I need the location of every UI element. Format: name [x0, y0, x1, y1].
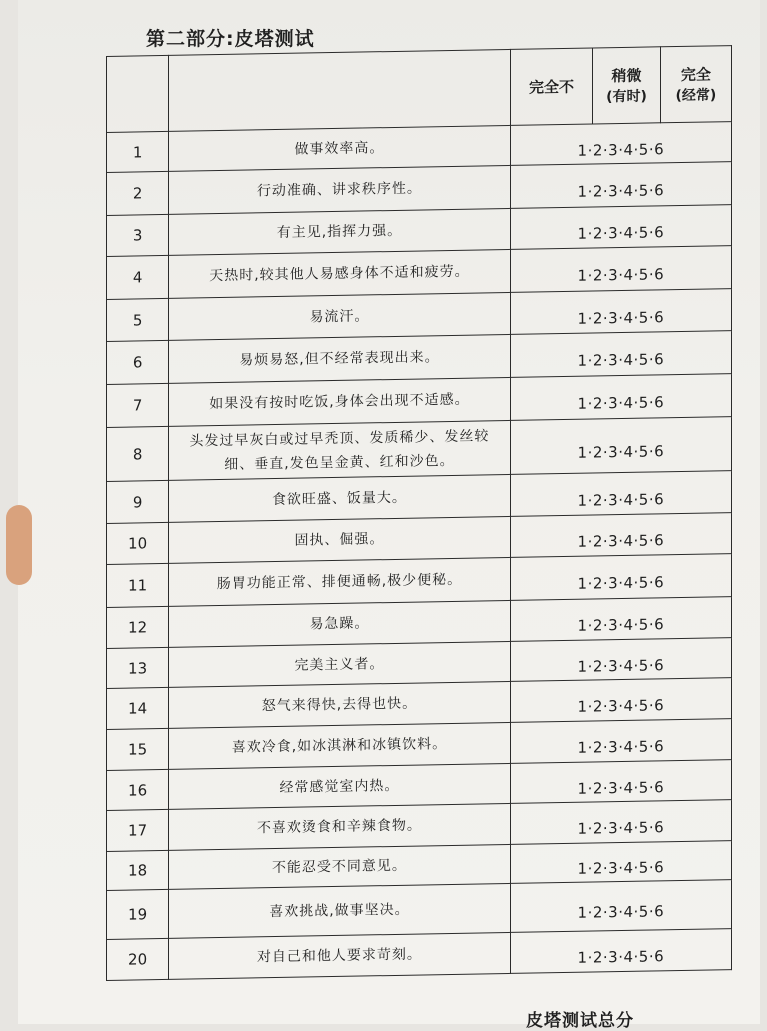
header-item-cell [169, 49, 510, 131]
rating-scale[interactable]: 1·2·3·4·5·6 [577, 139, 665, 160]
header-never-label: 完全不 [528, 77, 574, 97]
row-scale-cell [510, 929, 731, 974]
book-page [18, 0, 760, 1031]
quiz-table [106, 45, 732, 981]
row-statement: 如果没有按时吃饭,身体会出现不适感。 [169, 377, 510, 426]
row-statement: 易流汗。 [169, 292, 510, 340]
row-number: 18 [107, 850, 169, 890]
row-scale-cell [510, 246, 731, 293]
row-number: 13 [107, 647, 169, 688]
row-number: 11 [107, 563, 169, 607]
row-number: 17 [107, 809, 169, 851]
rating-scale[interactable]: 1·2·3·4·5·6 [577, 441, 665, 462]
header-row [107, 46, 732, 133]
row-scale-cell [510, 800, 731, 845]
header-sometimes [593, 47, 660, 124]
row-statement: 易急躁。 [169, 600, 510, 647]
row-number: 9 [107, 480, 169, 523]
row-scale-cell [510, 678, 731, 723]
row-number: 16 [107, 769, 169, 810]
rating-scale[interactable]: 1·2·3·4·5·6 [577, 696, 665, 716]
row-statement: 经常感觉室内热。 [169, 763, 510, 809]
rating-scale[interactable]: 1·2·3·4·5·6 [577, 489, 665, 510]
header-often [660, 46, 731, 123]
header-number-cell [107, 55, 169, 132]
row-statement: 行动准确、讲求秩序性。 [169, 165, 510, 214]
row-scale-cell [510, 513, 731, 558]
row-number: 12 [107, 606, 169, 648]
header-often-label: 完全 [680, 65, 711, 84]
row-number: 4 [107, 255, 169, 299]
row-statement: 不喜欢烫食和辛辣食物。 [169, 803, 510, 850]
row-scale-cell [510, 162, 731, 209]
row-number: 3 [107, 214, 169, 256]
rating-scale[interactable]: 1·2·3·4·5·6 [577, 818, 665, 838]
thumb [6, 505, 32, 585]
rating-scale[interactable]: 1·2·3·4·5·6 [577, 947, 665, 967]
row-number: 8 [107, 426, 169, 481]
row-number: 20 [107, 938, 169, 980]
rating-scale[interactable]: 1·2·3·4·5·6 [577, 858, 665, 878]
row-number: 1 [107, 131, 169, 172]
footer-text: 皮塔测试总分 [526, 1011, 634, 1031]
rating-scale[interactable]: 1·2·3·4·5·6 [577, 223, 665, 243]
row-statement: 喜欢挑战,做事坚决。 [169, 883, 510, 938]
rating-scale[interactable]: 1·2·3·4·5·6 [577, 902, 665, 922]
row-scale-cell [510, 554, 731, 601]
rating-scale[interactable]: 1·2·3·4·5·6 [577, 737, 665, 757]
rating-scale[interactable]: 1·2·3·4·5·6 [577, 265, 665, 285]
row-scale-cell [510, 374, 731, 421]
row-statement: 不能忍受不同意见。 [169, 844, 510, 889]
row-statement: 有主见,指挥力强。 [169, 208, 510, 255]
row-scale-cell [510, 471, 731, 517]
row-statement: 食欲旺盛、饭量大。 [169, 474, 510, 522]
row-scale-cell [510, 331, 731, 378]
rating-scale[interactable]: 1·2·3·4·5·6 [577, 350, 665, 370]
row-statement: 易烦易怒,但不经常表现出来。 [169, 334, 510, 383]
row-scale-cell [510, 719, 731, 764]
row-statement: 肠胃功能正常、排便通畅,极少便秘。 [169, 557, 510, 606]
row-scale-cell [510, 417, 731, 475]
row-number: 2 [107, 171, 169, 215]
row-scale-cell [510, 205, 731, 250]
row-number: 19 [107, 889, 169, 939]
row-scale-cell [510, 597, 731, 642]
row-scale-cell [510, 841, 731, 884]
row-statement: 天热时,较其他人易感身体不适和疲劳。 [169, 249, 510, 298]
row-statement: 做事效率高。 [169, 125, 510, 171]
row-scale-cell [510, 760, 731, 804]
header-sometimes-sub: (有时) [606, 88, 647, 106]
row-number: 5 [107, 298, 169, 341]
quiz-rows [107, 122, 732, 981]
row-scale-cell [510, 638, 731, 682]
row-statement: 完美主义者。 [169, 641, 510, 687]
row-statement: 头发过早灰白或过早秃顶、发质稀少、发丝较细、垂直,发色呈金黄、红和沙色。 [169, 420, 510, 480]
row-scale-cell [510, 122, 731, 166]
row-number: 10 [107, 522, 169, 564]
row-statement: 怒气来得快,去得也快。 [169, 681, 510, 728]
rating-scale[interactable]: 1·2·3·4·5·6 [577, 615, 665, 635]
row-statement: 喜欢冷食,如冰淇淋和冰镇饮料。 [169, 722, 510, 769]
rating-scale[interactable]: 1·2·3·4·5·6 [577, 655, 665, 676]
rating-scale[interactable]: 1·2·3·4·5·6 [577, 181, 665, 201]
header-never [510, 48, 593, 125]
rating-scale[interactable]: 1·2·3·4·5·6 [577, 307, 665, 328]
header-often-sub: (经常) [675, 87, 717, 105]
row-number: 7 [107, 383, 169, 427]
rating-scale[interactable]: 1·2·3·4·5·6 [577, 777, 665, 798]
row-scale-cell [510, 880, 731, 933]
row-number: 14 [107, 687, 169, 729]
row-number: 6 [107, 340, 169, 384]
header-sometimes-label: 稍微 [611, 66, 642, 86]
rating-scale[interactable]: 1·2·3·4·5·6 [577, 573, 665, 593]
row-statement: 对自己和他人要求苛刻。 [169, 932, 510, 979]
rating-scale[interactable]: 1·2·3·4·5·6 [577, 531, 665, 551]
row-number: 15 [107, 728, 169, 770]
row-statement: 固执、倔强。 [169, 516, 510, 563]
quiz-sheet [106, 45, 732, 981]
row-scale-cell [510, 289, 731, 335]
rating-scale[interactable]: 1·2·3·4·5·6 [577, 393, 665, 413]
section-title: 第二部分:皮塔测试 [146, 28, 315, 50]
